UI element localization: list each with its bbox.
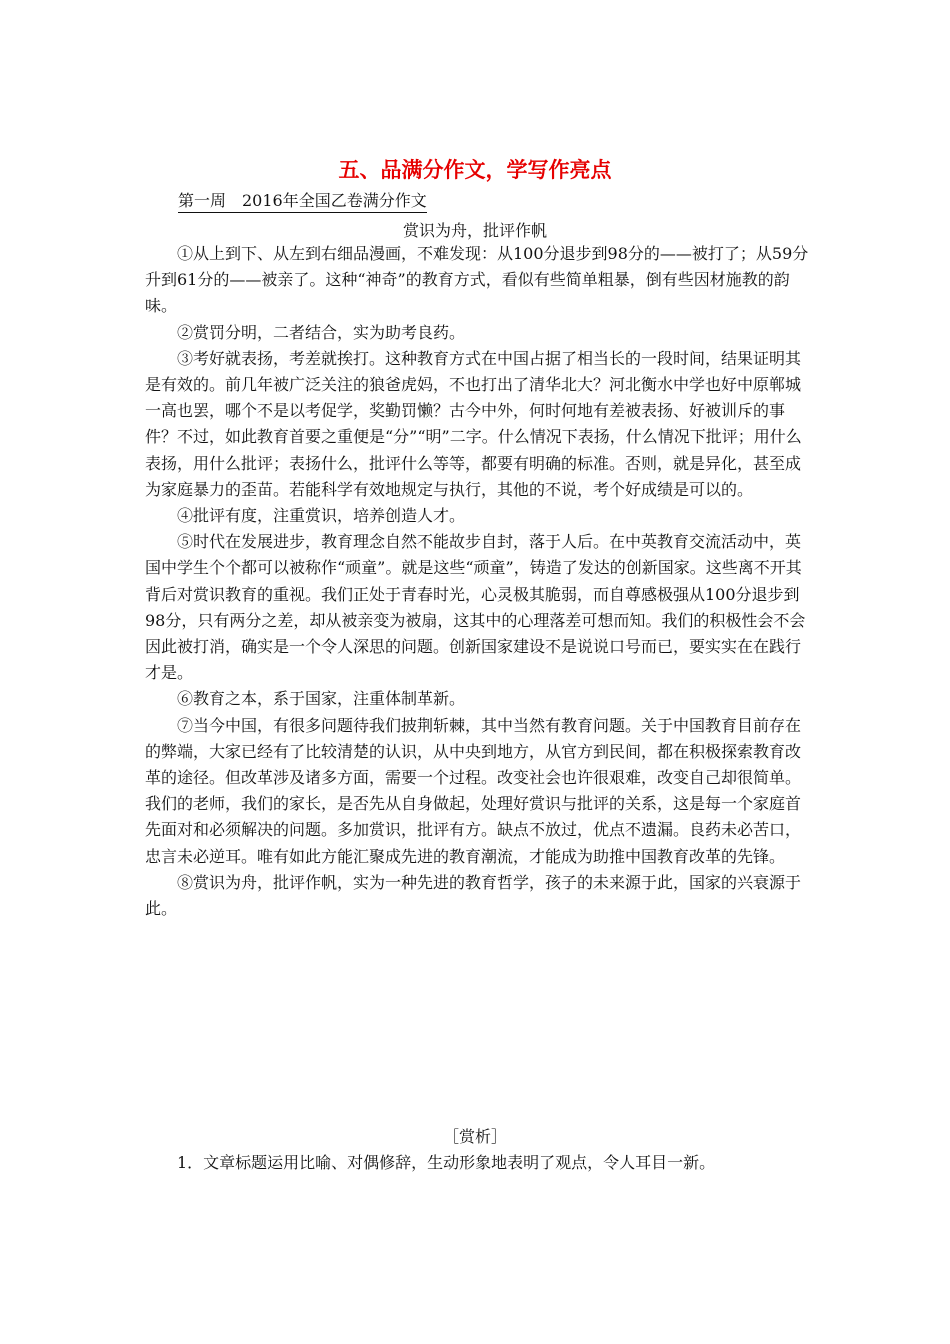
essay-paragraph: ⑦当今中国，有很多问题待我们披荆斩棘，其中当然有教育问题。关于中国教育目前存在的弊端，大家已经有了比较清楚的认识，从中央到地方，从官方到民间，都在积极探索教育改革的途径。但改革涉及诸多方面，需要一个过程。改变社会也许很艰难，改变自己却很简单。我们的老师，我们的家长，是否先从自身做起，处理好赏识与批评的关系，这是每一个家庭首先面对和必须解决的问题。多加赏识，批评有方。缺点不放过，优点不遗漏。良药未必苦口，忠言未必逆耳。唯有如此方能汇聚成先进的教育潮流，才能成为助推中国教育改革的先锋。 [145,715,802,866]
essay-paragraph: ⑧赏识为舟，批评作帆，实为一种先进的教育哲学，孩子的未来源于此，国家的兴衰源于此。 [145,872,802,919]
analysis-label: ［赏析］ [442,1127,507,1146]
essay-paragraph: ③考好就表扬，考差就挨打。这种教育方式在中国占据了相当长的一段时间，结果证明其是有效的。前几年被广泛关注的狼爸虎妈，不也打出了清华北大？河北衡水中学也好中原郸城一高也罢，哪个不是以考促学，奖勤罚懒？古今中外，何时何地有差被表扬、好被训斥的事件？不过，如此教育首要之重便是“分”“明”二字。什么情况下表扬，什么情况下批评；用什么表扬，用什么批评；表扬什么，批评什么等等，都要有明确的标准。否则，就是异化，甚至成为家庭暴力的歪苗。若能科学有效地规定与执行，其他的不说，考个好成绩是可以的。 [145,348,802,499]
essay-paragraph: ①从上到下、从左到右细品漫画，不难发现：从100分退步到98分的——被打了；从59分升到61分的——被亲了。这种“神奇”的教育方式，看似有些简单粗暴，倒有些因材施教的韵味。 [145,244,809,316]
essay-paragraph: ④批评有度，注重赏识，培养创造人才。 [177,506,466,526]
essay-body [145,241,813,922]
page-heading: 五、品满分作文，学写作亮点 [338,157,612,182]
week-subheading: 第一周 2016年全国乙卷满分作文 [178,191,427,213]
essay-title: 赏识为舟，批评作帆 [402,221,547,240]
analysis-item: 1．文章标题运用比喻、对偶修辞，生动形象地表明了观点，令人耳目一新。 [177,1153,716,1172]
essay-paragraph: ⑥教育之本，系于国家，注重体制革新。 [177,689,466,709]
essay-paragraph: ⑤时代在发展进步，教育理念自然不能故步自封，落于人后。在中英教育交流活动中，英国中学生个个都可以被称作“顽童”。就是这些“顽童”，铸造了发达的创新国家。这些离不开其背后对赏识教育的重视。我们正处于青春时光，心灵极其脆弱，而自尊感极强从100分退步到98分，只有两分之差，却从被亲变为被扇，这其中的心理落差可想而知。我们的积极性会不会因此被打消，确实是一个令人深思的问题。创新国家建设不是说说口号而已，要实实在在践行才是。 [145,532,806,683]
essay-paragraph: ②赏罚分明，二者结合，实为助考良药。 [177,322,466,342]
